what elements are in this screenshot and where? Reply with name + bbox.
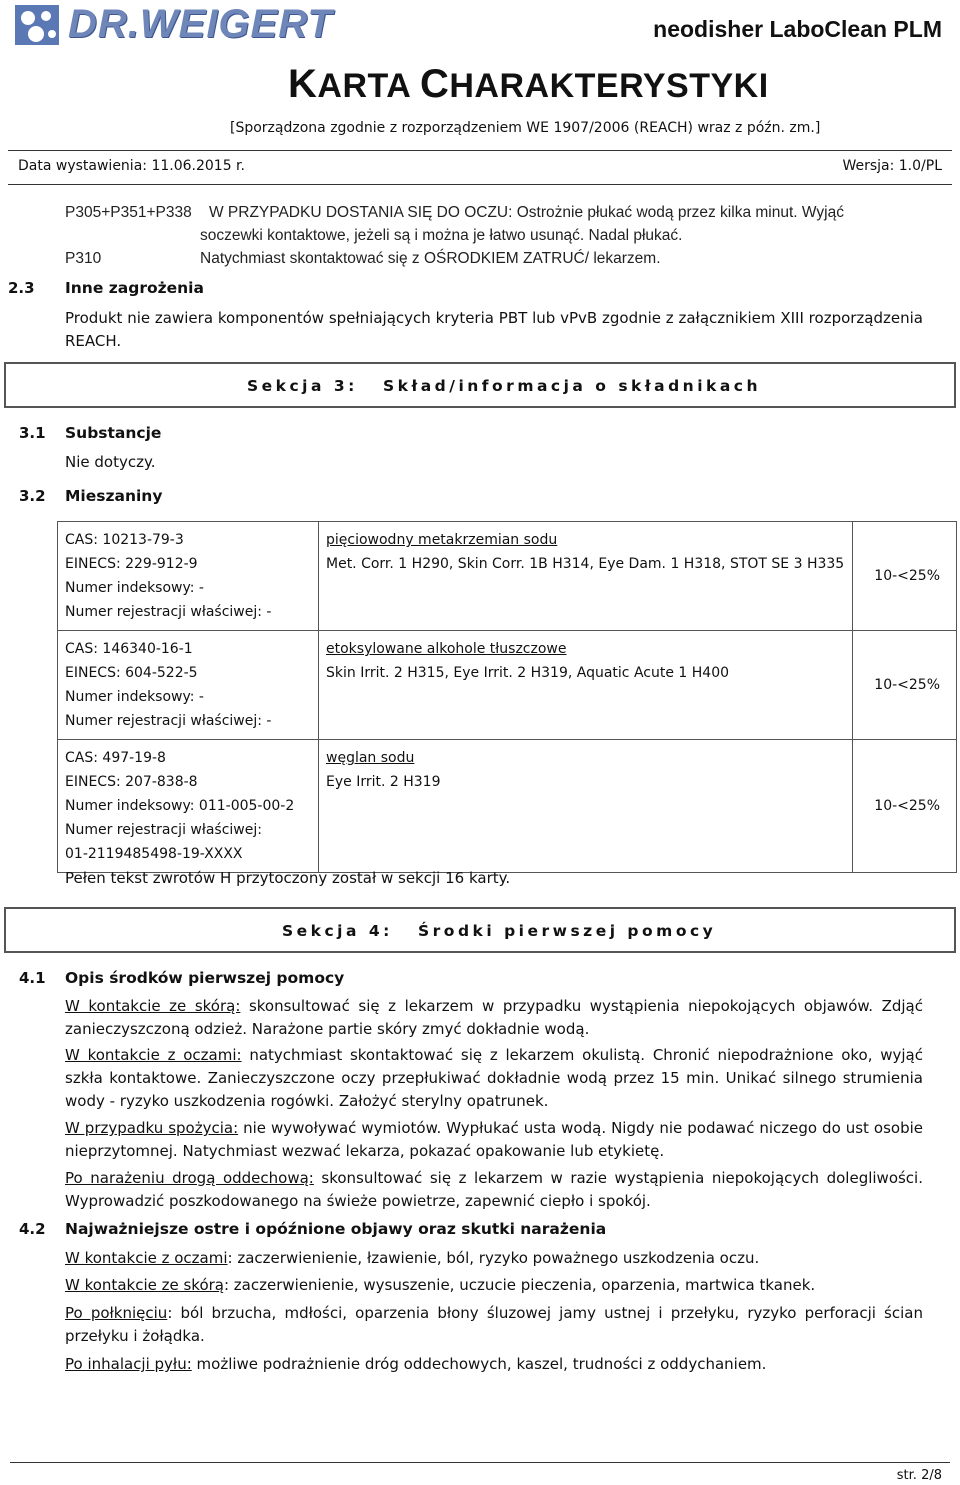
page-number: str. 2/8: [896, 1468, 942, 1483]
classification-cell: [319, 740, 853, 873]
einecs-number: EINECS: 207-838-8: [65, 774, 198, 790]
logo-text: DR.WEIGERT: [68, 2, 333, 46]
index-number: Numer indeksowy: 011-005-00-2: [65, 798, 295, 814]
symptoms-inhalation: Po inhalacji pyłu: możliwe podrażnienie dróg oddechowych, kaszel, trudności z oddychaniem.: [65, 1355, 767, 1373]
section-number: 3.1: [19, 424, 46, 442]
mixture-components-table: [57, 521, 957, 873]
section-title: Skład/informacja o składnikach: [383, 377, 762, 395]
registration-number: Numer rejestracji właściwej: -: [65, 604, 272, 620]
document-subtitle: [Sporządzona zgodnie z rozporządzeniem WE 1907/2006 (REACH) wraz z późn. zm.]: [230, 120, 821, 136]
logo-molecule-icon: [14, 4, 62, 46]
first-aid-inhalation: Po narażeniu drogą oddechową: skonsultować się z lekarzem w razie wystąpienia niepokojących dolegliwości. Wyprowadzić poszkodowanego na świeże powietrze, zapewnić ciepło i spokój.: [65, 1169, 923, 1210]
section-heading: Substancje: [65, 424, 162, 442]
section-label: Sekcja 3:: [247, 377, 358, 395]
registration-number: 01-2119485498-19-XXXX: [65, 846, 243, 862]
table-row: [58, 522, 957, 631]
symptoms-ingestion: Po połknięciu: ból brzucha, mdłości, oparzenia błony śluzowej jamy ustnej i przełyku, ryzyko perforacji ścian przełyku i żołądka.: [65, 1304, 923, 1345]
section-heading: Inne zagrożenia: [65, 279, 204, 297]
p305-text-line2: soczewki kontaktowe, jeżeli są i można je łatwo usunąć. Nadal płukać.: [200, 227, 683, 244]
cas-number: CAS: 146340-16-1: [65, 641, 193, 657]
identifiers-cell: [58, 631, 319, 740]
section-3-header: [4, 362, 956, 408]
section-number: 2.3: [8, 279, 35, 297]
p305-text-line1: W PRZYPADKU DOSTANIA SIĘ DO OCZU: Ostrożnie płukać wodą przez kilka minut. Wyjąć: [209, 204, 844, 221]
identifiers-cell: [58, 740, 319, 873]
section-title: Środki pierwszej pomocy: [418, 922, 717, 940]
symptoms-eyes: W kontakcie z oczami: zaczerwienienie, łzawienie, ból, ryzyko poważnego uszkodzenia oczu.: [65, 1249, 760, 1267]
classification-cell: [319, 522, 853, 631]
index-number: Numer indeksowy: -: [65, 580, 204, 596]
concentration-cell: 10-<25%: [853, 631, 957, 740]
company-logo: [14, 2, 333, 47]
index-number: Numer indeksowy: -: [65, 689, 204, 705]
component-name: pięciowodny metakrzemian sodu: [326, 532, 558, 548]
p310-code: P310: [65, 250, 102, 267]
table-row: [58, 740, 957, 873]
product-name: neodisher LaboClean PLM: [653, 16, 942, 42]
registration-number-label: Numer rejestracji właściwej:: [65, 822, 262, 838]
component-classification: Met. Corr. 1 H290, Skin Corr. 1B H314, Eye Dam. 1 H318, STOT SE 3 H335: [326, 556, 845, 572]
document-title: KARTA CHARAKTERYSTYKI: [288, 62, 769, 106]
section-number: 4.2: [19, 1220, 46, 1238]
component-name: etoksylowane alkohole tłuszczowe: [326, 641, 567, 657]
header-divider: [8, 150, 952, 151]
identifiers-cell: [58, 522, 319, 631]
section-4-header: [4, 907, 956, 953]
first-aid-skin: W kontakcie ze skórą: skonsultować się z lekarzem w przypadku wystąpienia niepokojących objawów. Zdjąć zanieczyszczoną odzież. Narażone partie skóry zmyć dokładnie wodą.: [65, 997, 923, 1038]
einecs-number: EINECS: 229-912-9: [65, 556, 198, 572]
substances-text: Nie dotyczy.: [65, 453, 156, 471]
issue-date: Data wystawienia: 11.06.2015 r.: [18, 158, 245, 174]
component-classification: Skin Irrit. 2 H315, Eye Irrit. 2 H319, Aquatic Acute 1 H400: [326, 665, 730, 681]
version-label: Wersja: 1.0/PL: [842, 158, 942, 174]
cas-number: CAS: 10213-79-3: [65, 532, 184, 548]
symptoms-skin: W kontakcie ze skórą: zaczerwienienie, wysuszenie, uczucie pieczenia, oparzenia, martwica tkanek.: [65, 1276, 816, 1294]
section-number: 4.1: [19, 969, 46, 987]
cas-number: CAS: 497-19-8: [65, 750, 166, 766]
registration-number: Numer rejestracji właściwej: -: [65, 713, 272, 729]
h-statements-note: Pełen tekst zwrotów H przytoczony został w sekcji 16 karty.: [65, 869, 511, 887]
p305-code: P305+P351+P338: [65, 204, 192, 221]
einecs-number: EINECS: 604-522-5: [65, 665, 198, 681]
p310-text: Natychmiast skontaktować się z OŚRODKIEM ZATRUĆ/ lekarzem.: [200, 250, 661, 267]
other-hazards-text: Produkt nie zawiera komponentów spełniających kryteria PBT lub vPvB zgodnie z załącznikiem XIII rozporządzenia REACH.: [65, 309, 923, 350]
section-heading: Najważniejsze ostre i opóźnione objawy oraz skutki narażenia: [65, 1220, 607, 1238]
section-label: Sekcja 4:: [282, 922, 393, 940]
table-row: [58, 631, 957, 740]
classification-cell: [319, 631, 853, 740]
date-divider: [8, 184, 952, 185]
footer-divider: [10, 1462, 950, 1463]
section-number: 3.2: [19, 487, 46, 505]
concentration-cell: 10-<25%: [853, 740, 957, 873]
first-aid-ingestion: W przypadku spożycia: nie wywoływać wymiotów. Wypłukać usta wodą. Nigdy nie podawać niczego do ust osobie nieprzytomnej. Natychmiast wezwać lekarza, pokazać opakowanie lub etykietę.: [65, 1119, 923, 1160]
section-heading: Opis środków pierwszej pomocy: [65, 969, 345, 987]
concentration-cell: 10-<25%: [853, 522, 957, 631]
first-aid-eyes: W kontakcie z oczami: natychmiast skontaktować się z lekarzem okulistą. Chronić niepodrażnione oko, wyjąć szkła kontaktowe. Zanieczyszczone oczy przepłukiwać dokładnie wodą przez 15 min. Unikać silnego strumienia wody - ryzyko uszkodzenia rogówki. Założyć sterylny opatrunek.: [65, 1046, 923, 1110]
component-name: węglan sodu: [326, 750, 415, 766]
component-classification: Eye Irrit. 2 H319: [326, 774, 441, 790]
section-heading: Mieszaniny: [65, 487, 163, 505]
